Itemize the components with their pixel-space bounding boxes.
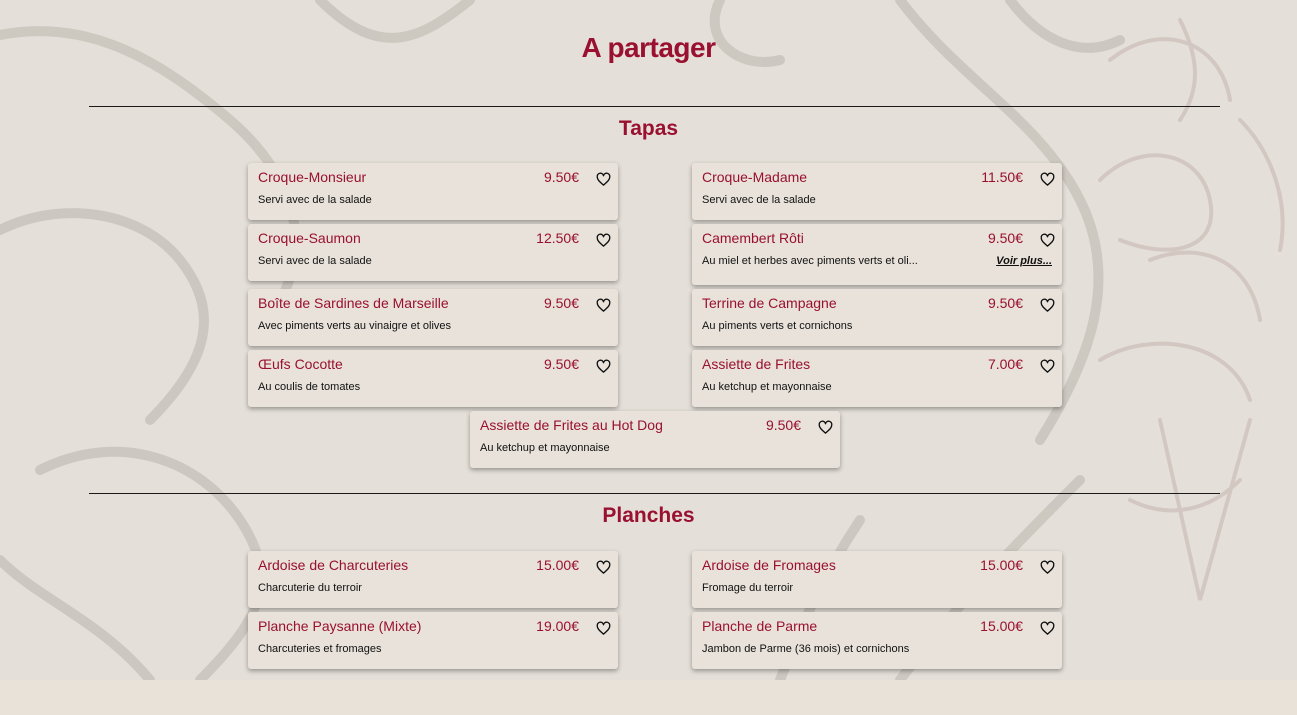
item-description: Avec piments verts au vinaigre et olives: [258, 320, 451, 332]
item-description: Charcuteries et fromages: [258, 643, 382, 655]
menu-item-card[interactable]: [248, 289, 618, 346]
item-price: 15.00€: [536, 557, 579, 573]
item-name: Croque-Saumon: [258, 230, 361, 246]
item-price: 19.00€: [536, 618, 579, 634]
section-title-planches: Planches: [602, 504, 695, 527]
heart-icon[interactable]: [1040, 621, 1055, 636]
item-name: Œufs Cocotte: [258, 356, 343, 372]
menu-item-card[interactable]: [692, 163, 1062, 220]
heart-icon[interactable]: [1040, 233, 1055, 248]
item-price: 9.50€: [987, 295, 1023, 311]
heart-icon[interactable]: [1040, 359, 1055, 374]
item-description: Charcuterie du terroir: [258, 582, 362, 594]
footer-band: [0, 680, 1297, 715]
page-title: A partager: [581, 32, 716, 63]
menu-item-card[interactable]: [692, 350, 1062, 407]
menu-item-card[interactable]: [692, 551, 1062, 608]
item-description: Au piments verts et cornichons: [702, 320, 853, 332]
item-price: 11.50€: [981, 169, 1023, 185]
menu-item-card[interactable]: [692, 612, 1062, 669]
item-description: Au ketchup et mayonnaise: [480, 442, 610, 454]
section-divider: [89, 106, 1220, 107]
item-price: 15.00€: [980, 557, 1023, 573]
item-description: Au miel et herbes avec piments verts et oli...: [702, 255, 918, 267]
item-description: Servi avec de la salade: [258, 255, 372, 267]
item-description: Servi avec de la salade: [702, 194, 816, 206]
menu-item-card[interactable]: [470, 411, 840, 468]
item-name: Assiette de Frites: [702, 356, 811, 372]
item-name: Boîte de Sardines de Marseille: [258, 295, 449, 311]
heart-icon[interactable]: [596, 560, 611, 575]
heart-icon[interactable]: [818, 420, 833, 435]
item-price: 9.50€: [543, 356, 579, 372]
menu-item-card[interactable]: [248, 551, 618, 608]
item-price: 9.50€: [543, 295, 579, 311]
menu-item-card[interactable]: [248, 163, 618, 220]
item-price: 12.50€: [536, 230, 579, 246]
section-divider: [89, 493, 1220, 494]
item-name: Terrine de Campagne: [702, 295, 837, 311]
menu-item-card[interactable]: [248, 350, 618, 407]
item-name: Planche de Parme: [702, 618, 818, 634]
item-description: Au ketchup et mayonnaise: [702, 381, 832, 393]
heart-icon[interactable]: [596, 359, 611, 374]
item-price: 7.00€: [987, 356, 1023, 372]
item-name: Ardoise de Fromages: [702, 557, 836, 573]
item-description: Jambon de Parme (36 mois) et cornichons: [702, 643, 910, 655]
item-name: Planche Paysanne (Mixte): [258, 618, 422, 634]
item-name: Croque-Monsieur: [258, 169, 367, 185]
item-name: Ardoise de Charcuteries: [258, 557, 409, 573]
item-description: Servi avec de la salade: [258, 194, 372, 206]
item-price: 15.00€: [980, 618, 1023, 634]
heart-icon[interactable]: [1040, 560, 1055, 575]
heart-icon[interactable]: [1040, 298, 1055, 313]
item-name: Assiette de Frites au Hot Dog: [480, 417, 663, 433]
section-title-tapas: Tapas: [618, 117, 679, 140]
heart-icon[interactable]: [596, 233, 611, 248]
item-description: Au coulis de tomates: [258, 381, 361, 393]
item-description: Fromage du terroir: [702, 582, 794, 594]
menu-item-card[interactable]: [692, 289, 1062, 346]
item-name: Croque-Madame: [702, 169, 808, 185]
menu-item-card[interactable]: [692, 224, 1062, 285]
heart-icon[interactable]: [596, 172, 611, 187]
item-name: Camembert Rôti: [702, 230, 804, 246]
heart-icon[interactable]: [1040, 172, 1055, 187]
item-price: 9.50€: [765, 417, 801, 433]
item-price: 9.50€: [543, 169, 579, 185]
heart-icon[interactable]: [596, 621, 611, 636]
menu-item-card[interactable]: [248, 612, 618, 669]
heart-icon[interactable]: [596, 298, 611, 313]
item-price: 9.50€: [987, 230, 1023, 246]
menu-item-card[interactable]: [248, 224, 618, 281]
see-more-link[interactable]: Voir plus...: [996, 255, 1052, 267]
